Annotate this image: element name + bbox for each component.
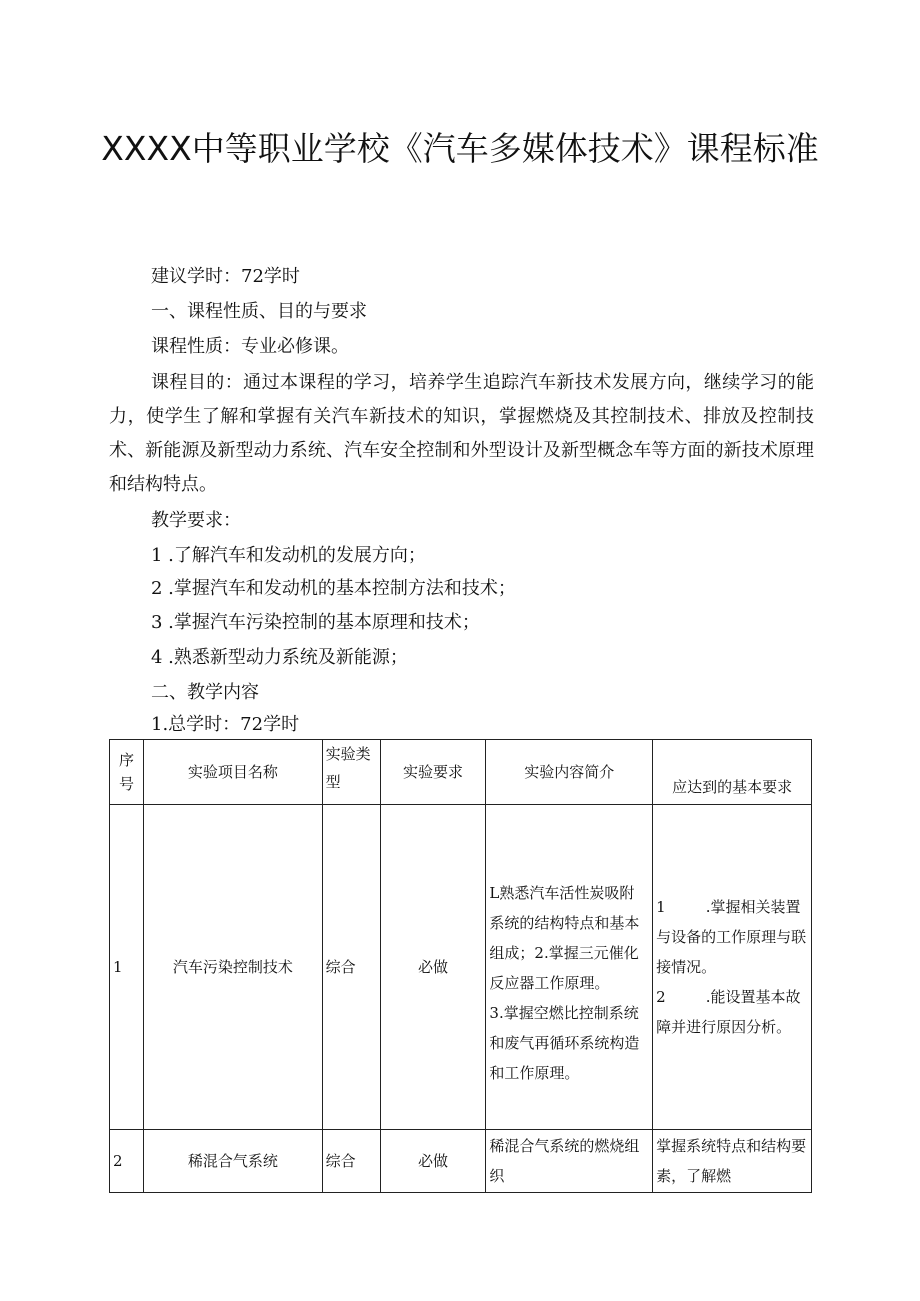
row-type: 综合 <box>322 1130 380 1193</box>
teaching-requirements-label: 教学要求： <box>151 510 241 531</box>
row-seq: 2 <box>110 1130 144 1193</box>
header-seq: 序号 <box>110 740 144 805</box>
header-basic-requirements: 应达到的基本要求 <box>653 740 812 805</box>
row-name: 汽车污染控制技术 <box>143 805 322 1130</box>
document-title: XXXX中等职业学校《汽车多媒体技术》课程标准 <box>101 129 819 168</box>
row-content <box>486 805 653 1130</box>
header-name: 实验项目名称 <box>143 740 322 805</box>
row-requirement: 必做 <box>380 1130 486 1193</box>
section-heading-1: 一、课程性质、目的与要求 <box>151 301 367 322</box>
basic-num: 1 <box>656 898 666 916</box>
row-content-part-1: L熟悉汽车活性炭吸附系统的结构特点和基本组成；2.掌握三元催化反应器工作原理。 <box>489 884 640 992</box>
table-header-row <box>110 740 812 805</box>
requirement-item: 1 .了解汽车和发动机的发展方向； <box>151 545 426 566</box>
course-nature: 课程性质：专业必修课。 <box>151 336 349 357</box>
requirement-item: 4 .熟悉新型动力系统及新能源； <box>151 647 408 668</box>
experiment-table <box>109 739 812 1193</box>
header-type: 实验类型 <box>322 740 380 805</box>
row-type: 综合 <box>322 805 380 1130</box>
row-requirement: 必做 <box>380 805 486 1130</box>
basic-text: .掌握相关装置与设备的工作原理与联接情况。 <box>656 898 807 976</box>
row-content-part-2: 3.掌握空燃比控制系统和废气再循环系统构造和工作原理。 <box>489 1004 640 1082</box>
total-hours: 1.总学时：72学时 <box>151 714 300 735</box>
course-purpose: 课程目的：通过本课程的学习，培养学生追踪汽车新技术发展方向，继续学习的能力，使学生了解和掌握有关汽车新技术的知识，掌握燃烧及其控制技术、排放及控制技术、新能源及新型动力系统、汽车安全控制和外型设计及新型概念车等方面的新技术原理和结构特点。 <box>109 372 814 495</box>
row-content: 稀混合气系统的燃烧组织 <box>486 1130 653 1193</box>
row-seq: 1 <box>110 805 144 1130</box>
basic-text: .能设置基本故障并进行原因分析。 <box>656 988 801 1036</box>
header-requirement: 实验要求 <box>380 740 486 805</box>
suggested-hours: 建议学时：72学时 <box>151 266 300 287</box>
requirement-item: 3 .掌握汽车污染控制的基本原理和技术； <box>151 612 480 633</box>
table-row <box>110 1130 812 1193</box>
table-row <box>110 805 812 1130</box>
basic-num: 2 <box>656 988 666 1006</box>
row-basic-requirements: 掌握系统特点和结构要素，了解燃 <box>653 1130 812 1193</box>
header-content: 实验内容简介 <box>486 740 653 805</box>
row-basic-requirements <box>653 805 812 1130</box>
requirement-item: 2 .掌握汽车和发动机的基本控制方法和技术； <box>151 578 516 599</box>
section-heading-2: 二、教学内容 <box>151 682 259 703</box>
row-name: 稀混合气系统 <box>143 1130 322 1193</box>
